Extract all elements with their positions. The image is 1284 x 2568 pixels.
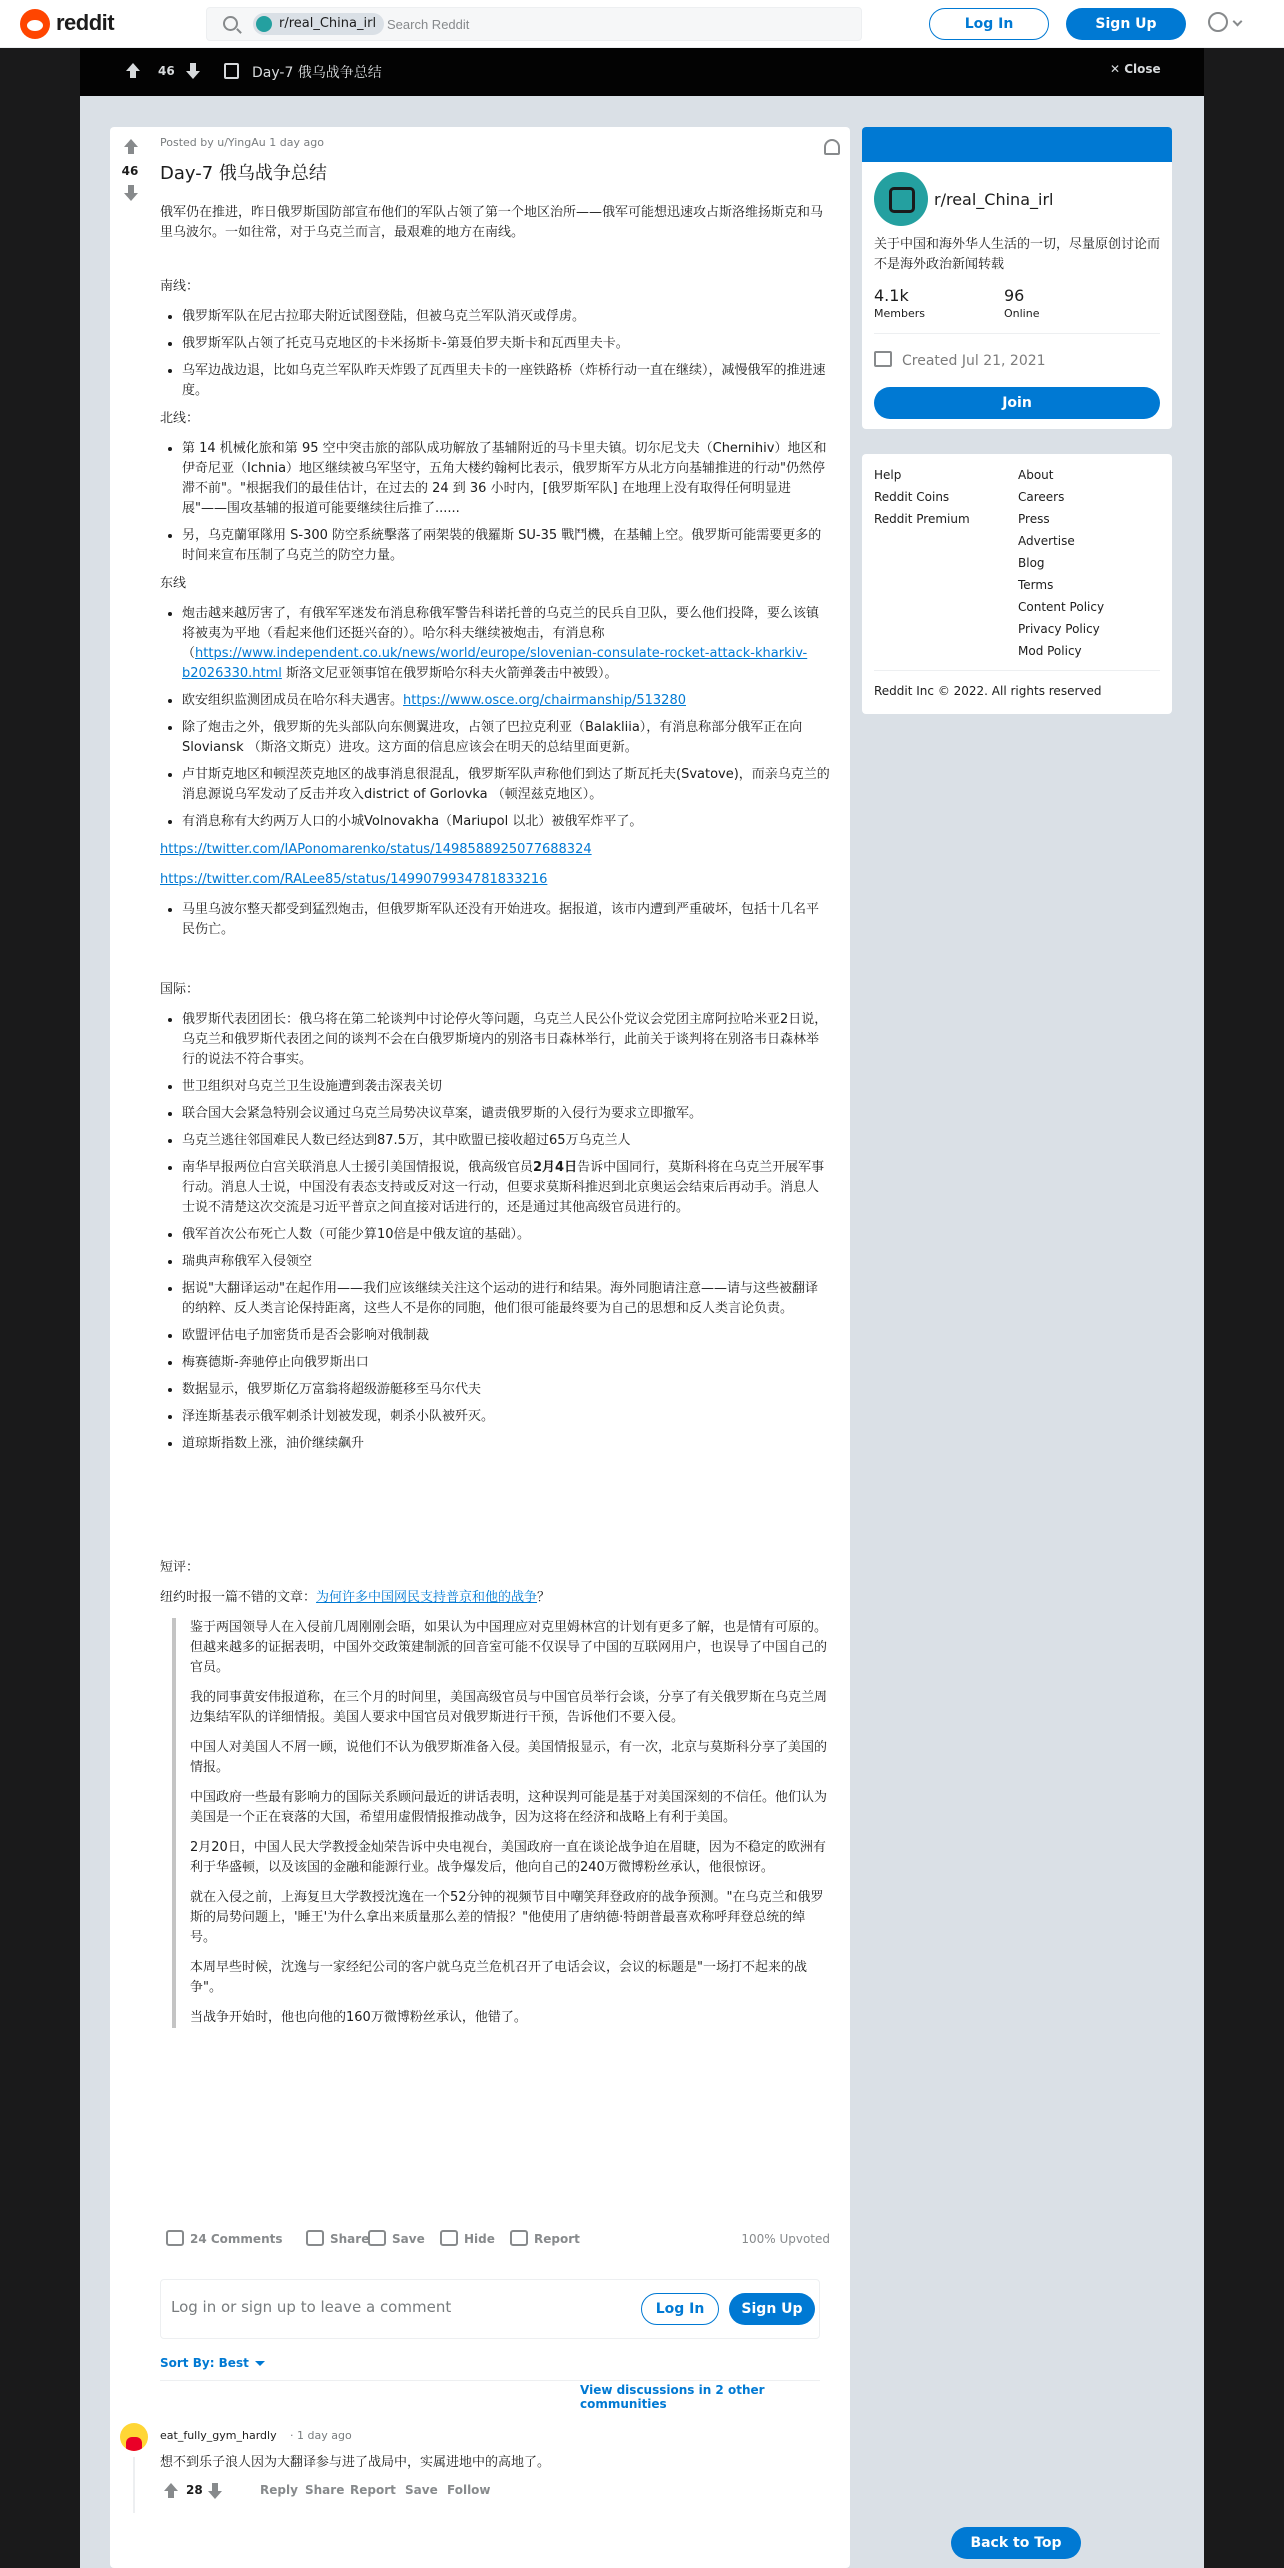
reply-button[interactable]: Reply [260,2483,298,2497]
intl5-text-a: 南华早报两位白宫关联消息人士援引美国情报说，俄高级官员 [182,1160,534,1175]
comment-actions [160,2483,660,2503]
post-actions [160,2226,830,2256]
quote-paragraph: 中国政府一些最有影响力的国际关系顾问最近的讲话表明，这种误判可能是基于对美国深刻的不信任。他们认为美国是一个正在衰落的大国，希望用虚假情报推动战争，因为这将在经济和战略上有利于美国。 [190,1790,828,1825]
twitter-paragraph-2 [160,870,830,890]
list-item: • 乌克兰逃往邻国难民人数已经达到87.5万，其中欧盟已接收超过65万乌克兰人 [182,1131,830,1151]
share-icon [306,2230,324,2246]
copyright: Reddit Inc © 2022. All rights reserved [874,684,1102,698]
comment-login-button[interactable]: Log In [641,2293,719,2325]
footer-link-press[interactable]: Press [1018,512,1050,526]
community-chip-icon [256,16,272,32]
members-count: 4.1k [874,286,909,305]
nyt-text-b: ？ [537,1590,551,1605]
post-card [110,127,850,2568]
view-discussions-link[interactable]: View discussions in 2 other communities [580,2383,765,2411]
close-icon: ✕ [1110,62,1125,76]
north-list [182,439,830,566]
east-heading: 东线 [160,576,187,591]
search-bar[interactable] [206,7,862,41]
list-item: • 俄罗斯代表团团长：俄乌将在第二轮谈判中讨论停火等问题，乌克兰人民公仆党议会党团主席阿拉哈米亚2日说，乌克兰和俄罗斯代表团之间的谈判不会在白俄罗斯境内的别洛韦日森林举行，此前关于谈判将在别洛韦日森林举行的说法不符合事实。 [182,1010,830,1070]
footer-link-blog[interactable]: Blog [1018,556,1045,570]
comment-report-button[interactable]: Report [350,2483,396,2497]
footer-link-mod-policy[interactable]: Mod Policy [1018,644,1082,658]
intl5-date: 2月4日 [533,1160,578,1175]
post-title: Day-7 俄乌战争总结 [160,163,327,184]
footer-link-help[interactable]: Help [874,468,902,482]
intl-list [182,1010,830,1454]
footer-links-card [862,454,1172,714]
comments-label: 24 Comments [190,2232,283,2246]
list-item: • 另，乌克蘭軍隊用 S-300 防空系統擊落了兩架裝的俄羅斯 SU-35 戰鬥機，在基輔上空。俄罗斯可能需要更多的时间来宣布压制了乌克兰的防空力量。 [182,526,830,566]
chevron-down-icon [1233,17,1243,27]
post-type-icon [224,63,239,79]
community-banner [862,127,1172,162]
footer-link-privacy-policy[interactable]: Privacy Policy [1018,622,1100,636]
list-item: • 数据显示，俄罗斯亿万富翁将超级游艇移至马尔代夫 [182,1380,830,1400]
twitter-link-2[interactable]: https://twitter.com/RALee85/status/1499079934781833216 [160,872,548,887]
quote-paragraph: 当战争开始时，他也向他的160万微博粉丝承认，他错了。 [190,2010,527,2025]
list-item: • 俄军首次公布死亡人数（可能少算10倍是中俄友谊的基础）。 [182,1225,830,1245]
join-button[interactable]: Join [874,387,1160,419]
comment-vote-count: 28 [186,2483,203,2497]
list-item: • 俄罗斯军队在尼古拉耶夫附近试图登陆，但被乌克兰军队消灭或俘虏。 [182,307,830,327]
sort-label: Sort By: Best [160,2356,249,2370]
back-to-top-button[interactable]: Back to Top [951,2527,1081,2559]
notification-bell-icon[interactable] [824,139,840,155]
list-item [182,691,830,711]
cake-icon [874,351,892,367]
intl-heading: 国际： [160,982,200,997]
community-chip-label: r/real_China_irl [279,16,377,31]
overlay-gutter-left[interactable] [0,48,80,2568]
east1-text-b: 斯洛文尼亚领事馆在俄罗斯哈尔科夫火箭弹袭击中被毁）。 [281,666,618,681]
mariupol-list [182,900,830,940]
save-label: Save [392,2232,425,2246]
list-item: • 梅赛德斯-奔驰停止向俄罗斯出口 [182,1353,830,1373]
quote-paragraph: 就在入侵之前，上海复旦大学教授沈逸在一个52分钟的视频节目中嘲笑拜登政府的战争预测。"在乌克兰和俄罗斯的局势问题上，'睡王'为什么拿出来质量那么差的情报？"他使用了唐纳德·特朗普最喜欢称呼拜登总统的绰号。 [190,1890,824,1945]
community-filter-chip[interactable] [253,13,384,35]
divider [874,333,1160,334]
created-date: Created Jul 21, 2021 [902,353,1046,369]
report-button[interactable] [534,2232,580,2246]
comment-icon [166,2230,184,2246]
sort-dropdown[interactable] [160,2356,265,2370]
comment-save-button[interactable]: Save [405,2483,438,2497]
online-count: 96 [1004,286,1025,305]
quote-paragraph: 2月20日，中国人民大学教授金灿荣告诉中央电视台，美国政府一直在谈论战争迫在眉睫，因为不稳定的欧洲有利于华盛顿，以及该国的金融和能源行业。战争爆发后，他向自己的240万微博粉丝承认，他很惊讶。 [190,1840,826,1875]
hide-button[interactable] [464,2232,495,2246]
close-button[interactable] [1110,62,1161,76]
report-label: Report [534,2232,580,2246]
list-item: • 卢甘斯克地区和顿涅茨克地区的战事消息很混乱，俄罗斯军队声称他们到达了斯瓦托夫(Svatove)，而亲乌克兰的消息源说乌军发动了反击并攻入district of Gorlovka （顿涅兹克地区）。 [182,765,830,805]
community-card [862,127,1172,429]
downvote-icon[interactable] [182,61,202,81]
footer-link-coins[interactable]: Reddit Coins [874,490,950,504]
list-item: • 瑞典声称俄军入侵领空 [182,1252,830,1272]
list-item: • 有消息称有大约两万人口的小城Volnovakha（Mariupol 以北）被俄军炸平了。 [182,812,830,832]
east-list [182,604,830,832]
comment-signup-button[interactable]: Sign Up [729,2293,815,2325]
caret-down-icon [255,2361,265,2366]
upvote-icon[interactable] [120,137,140,157]
list-item: • 欧盟评估电子加密货币是否会影响对俄制裁 [182,1326,830,1346]
reddit-logo-icon[interactable] [20,9,50,39]
quote-paragraph: 鉴于两国领导人在入侵前几周刚刚会晤，如果认为中国理应对克里姆林宫的计划有更多了解，也是情有可原的。但越来越多的证据表明，中国外交政策建制派的回音室可能不仅误导了中国的互联网用户，也误导了中国自己的官员。 [190,1620,828,1675]
follow-button[interactable]: Follow [447,2483,491,2497]
north-heading: 北线： [160,411,200,426]
share-button[interactable] [330,2232,369,2246]
close-label: Close [1124,62,1161,76]
quote-paragraph: 本周早些时候，沈逸与一家经纪公司的客户就乌克兰危机召开了电话会议，会议的标题是"一场打不起来的战争"。 [190,1960,807,1995]
login-button[interactable]: Log In [929,8,1049,40]
avatar[interactable] [120,2423,148,2451]
community-icon[interactable] [874,172,928,226]
upvote-icon[interactable] [160,2481,180,2501]
list-item [182,604,830,684]
post-overlay-bar [80,48,1204,96]
flag-icon [510,2230,528,2246]
post-meta[interactable]: Posted by u/YingAu 1 day ago [160,136,324,149]
comment-author[interactable]: eat_fully_gym_hardly [160,2429,277,2442]
footer-link-premium[interactable]: Reddit Premium [874,512,970,526]
comment-body: 想不到乐子浪人因为大翻译参与进了战局中，实属进地中的高地了。 [160,2455,551,2470]
osce-link[interactable]: https://www.osce.org/chairmanship/513280 [403,693,686,708]
post-body [160,203,830,2038]
user-menu[interactable] [1208,12,1248,36]
brand-name[interactable]: reddit [56,10,115,35]
south-list [182,307,830,401]
divider [160,2380,820,2381]
strip-post-title: Day-7 俄乌战争总结 [252,65,382,81]
footer-link-content-policy[interactable]: Content Policy [1018,600,1105,614]
twitter-paragraph-1 [160,840,830,860]
independent-link[interactable]: https://www.independent.co.uk/news/world/europe/slovenian-consulate-rocket-attack-kharkiv-b2026330.html [182,646,808,681]
comment-prompt-text: Log in or sign up to leave a comment [171,2298,452,2316]
community-name[interactable]: r/real_China_irl [934,190,1054,209]
hide-label: Hide [464,2232,495,2246]
downvote-icon[interactable] [204,2481,224,2501]
search-input[interactable] [387,14,787,34]
nyt-link[interactable]: 为何许多中国网民支持普京和他的战争 [316,1590,538,1605]
list-item: • 第 14 机械化旅和第 95 空中突击旅的部队成功解放了基辅附近的马卡里夫镇。切尔尼戈夫（Chernihiv）地区和伊奇尼亚（Ichnia）地区继续被乌军坚守，五角大楼约翰柯比表示，俄罗斯军方从北方向基辅推进的行动"仍然停滞不前"。"根据我们的最佳估计，在过去的 24 到 36 小时内，[俄罗斯军队] 在地理上没有取得任何明显进展"——围攻基辅的报道可能要继续往后推了...... [182,439,830,519]
nyt-quote [172,1618,830,2028]
quote-paragraph: 中国人对美国人不屑一顾，说他们不认为俄罗斯准备入侵。美国情报显示，有一次，北京与莫斯科分享了美国的情报。 [190,1740,828,1775]
footer-link-about[interactable]: About [1018,468,1054,482]
list-item: • 联合国大会紧急特别会议通过乌克兰局势决议草案，谴责俄罗斯的入侵行为要求立即撤军。 [182,1104,830,1124]
hide-icon [440,2230,458,2246]
community-description: 关于中国和海外华人生活的一切，尽量原创讨论而不是海外政治新闻转载 [874,237,1161,272]
nyt-text-a: 纽约时报一篇不错的文章： [160,1590,317,1605]
comments-button[interactable] [190,2232,283,2246]
save-button[interactable] [392,2232,425,2246]
comment-share-button[interactable]: Share [305,2483,345,2497]
post-vote-count: 46 [121,164,139,178]
intl5-text-b: 告诉中国同行，莫斯科将在乌克兰开展军事行动。消息人士说，中国没有表态支持或反对这一行动，但要求莫斯科推迟到北京奥运会结束后再动手。消息人士说不清楚这次交流是习近平普京之间直接对话进行的，还是通过其他高级官员进行的。 [182,1160,825,1215]
comment-login-prompt [160,2279,820,2339]
list-item: • 俄罗斯军队占领了托克马克地区的卡米扬斯卡-第聂伯罗夫斯卡和瓦西里夫卡。 [182,334,830,354]
footer-link-careers[interactable]: Careers [1018,490,1065,504]
divider [874,670,1160,671]
bookmark-icon [368,2230,386,2246]
strip-vote-count: 46 [158,64,175,78]
list-item: • 泽连斯基表示俄军刺杀计划被发现，刺杀小队被歼灭。 [182,1407,830,1427]
footer-link-advertise[interactable]: Advertise [1018,534,1075,548]
share-label: Share [330,2232,370,2246]
downvote-icon[interactable] [120,183,140,203]
overlay-gutter-right[interactable] [1204,48,1284,2568]
list-item: • 据说"大翻译运动"在起作用——我们应该继续关注这个运动的进行和结果。海外同胞请注意——请与这些被翻译的纳粹、反人类言论保持距离，这些人不是你的同胞，他们很可能最终要为自己的思想和反人类言论负责。 [182,1279,830,1319]
user-icon [1208,12,1228,32]
online-label: Online [1004,307,1040,320]
intro-paragraph: 俄军仍在推进，昨日俄罗斯国防部宣布他们的军队占领了第一个地区治所——俄军可能想迅速攻占斯洛维扬斯克和马里乌波尔。一如往常，对于乌克兰而言，最艰难的地方在南线。 [160,205,824,240]
upvote-icon[interactable] [122,61,142,81]
members-label: Members [874,307,925,320]
list-item [182,1158,830,1218]
list-item: • 马里乌波尔整天都受到猛烈炮击，但俄罗斯军队还没有开始进攻。据报道，该市内遭到严重破坏，包括十几名平民伤亡。 [182,900,830,940]
signup-button[interactable]: Sign Up [1066,8,1186,40]
comment-time[interactable]: · 1 day ago [290,2429,352,2442]
list-item: • 世卫组织对乌克兰卫生设施遭到袭击深表关切 [182,1077,830,1097]
upvote-ratio: 100% Upvoted [741,2232,830,2246]
search-icon [223,16,238,31]
footer-link-terms[interactable]: Terms [1018,578,1054,592]
east2-text: 欧安组织监测团成员在哈尔科夫遇害。 [182,693,404,708]
list-item: • 道琼斯指数上涨，油价继续飙升 [182,1434,830,1454]
thread-line[interactable] [133,2457,135,2513]
quote-paragraph: 我的同事黄安伟报道称，在三个月的时间里，美国高级官员与中国官员举行会谈，分享了有关俄罗斯在乌克兰周边集结军队的详细情报。美国人要求中国官员对俄罗斯进行干预，告诉他们不要入侵。 [190,1690,828,1725]
top-header [0,0,1284,48]
nyt-paragraph [160,1588,830,1608]
south-heading: 南线： [160,279,200,294]
east1-text-a: 炮击越来越厉害了，有俄军军迷发布消息称俄军警告科诺托普的乌克兰的民兵自卫队，要么他们投降，要么该镇将被夷为平地（看起来他们还挺兴奋的）。哈尔科夫继续被炮击，有消息称（ [182,606,820,661]
list-item: • 除了炮击之外，俄罗斯的先头部队向东侧翼进攻，占领了巴拉克利亚（Balakliia），有消息称部分俄军正在向Sloviansk （斯洛文斯克）进攻。这方面的信息应该会在明天的总结里面更新。 [182,718,830,758]
list-item: • 乌军边战边退，比如乌克兰军队昨天炸毁了瓦西里夫卡的一座铁路桥（炸桥行动一直在继续），减慢俄军的推进速度。 [182,361,830,401]
comment-heading: 短评： [160,1560,200,1575]
twitter-link-1[interactable]: https://twitter.com/IAPonomarenko/status/1498588925077688324 [160,842,592,857]
